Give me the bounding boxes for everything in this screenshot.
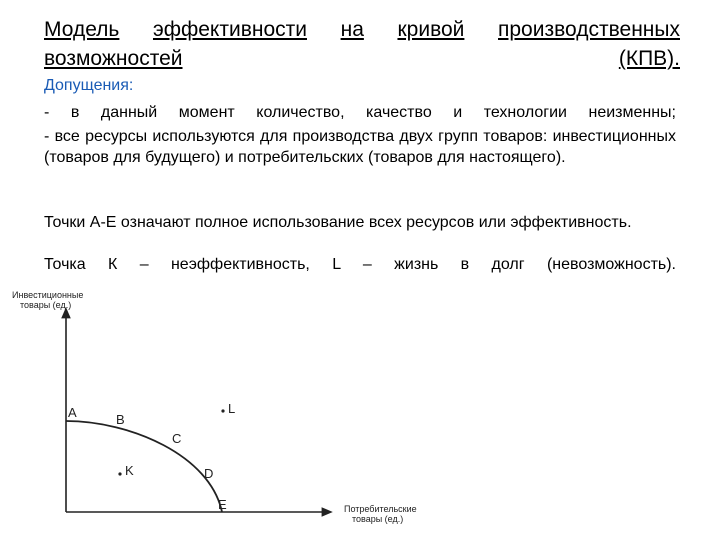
x-axis-label-line1: Потребительские <box>344 504 417 514</box>
note-efficiency: Точки А-Е означают полное использование всех ресурсов или эффективность. <box>44 214 632 231</box>
assumptions-heading: Допущения: <box>44 77 134 94</box>
assumption-item: - все ресурсы используются для производства двух групп товаров: инвестиционных (товаров для будущего) и потребительских (товаров для настоящего). <box>44 128 676 166</box>
point-l-dot <box>221 409 224 412</box>
point-d-label: D <box>204 466 214 481</box>
title-word: Модель <box>44 18 120 41</box>
title-word: на <box>340 18 364 41</box>
title-word: эффективности <box>152 18 307 41</box>
point-b-label: B <box>116 412 125 427</box>
y-axis-label-line2: товары (ед.) <box>20 300 72 310</box>
title-line2-left: возможностей <box>44 47 183 70</box>
point-k-dot <box>118 472 121 475</box>
title-abbreviation: (КПВ). <box>618 47 680 70</box>
x-axis-label-line2: товары (ед.) <box>352 514 404 524</box>
ppf-curve <box>66 421 222 512</box>
assumption-item: - в данный момент количество, качество и технологии неизменны; <box>44 104 676 121</box>
point-k-label: K <box>125 463 134 478</box>
y-axis-label-line1: Инвестиционные <box>12 290 84 300</box>
title-word: кривой <box>397 18 465 41</box>
point-l-label: L <box>228 401 236 416</box>
point-a-label: A <box>68 405 77 420</box>
title-word: производственных <box>498 18 680 41</box>
point-c-label: C <box>172 431 182 446</box>
note-inefficiency: Точка К – неэффективность, L – жизнь в долг (невозможность). <box>44 256 676 273</box>
point-e-label: E <box>218 497 227 512</box>
